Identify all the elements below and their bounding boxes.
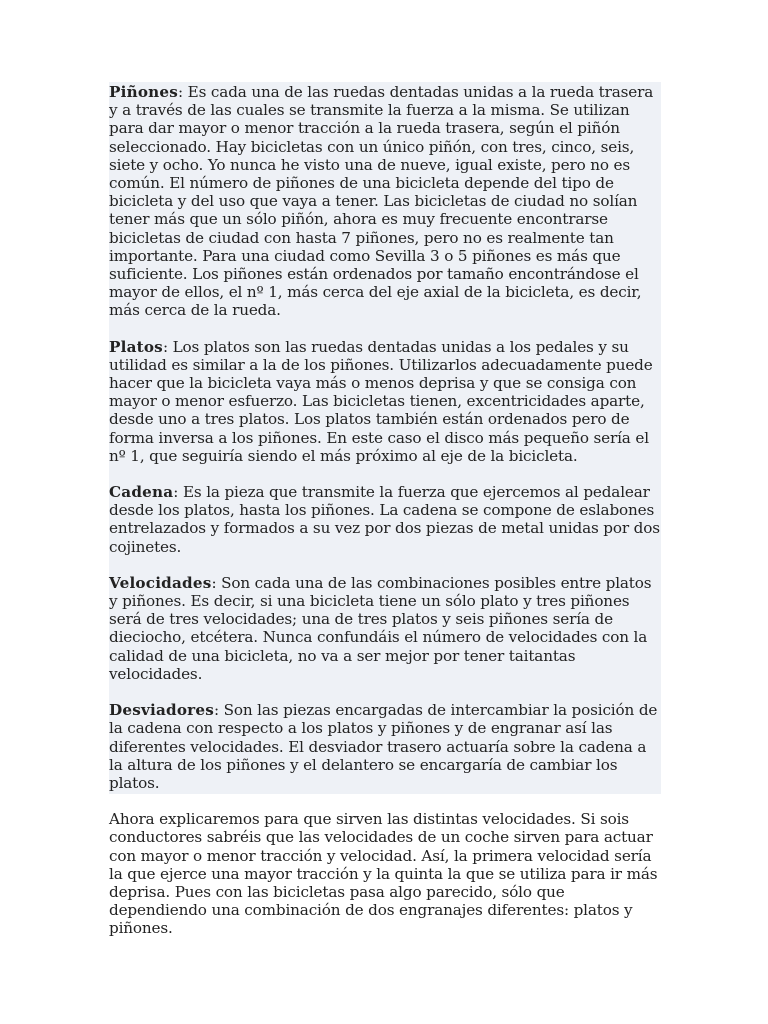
document-page	[109, 82, 661, 938]
definition-text-velocidades: : Son cada una de las combinaciones posibles entre platos y piñones. Es decir, si una bicicleta tiene un sólo plato y tres piñones será de tres velocidades; una de tres platos y seis piñones sería de dieciocho, etcétera. Nunca confundáis el número de velocidades con la calidad de una bicicleta, no va a ser mejor por tener taitantas velocidades.	[109, 573, 652, 683]
term-cadena: Cadena	[109, 483, 174, 502]
definition-text-platos: : Los platos son las ruedas dentadas unidas a los pedales y su utilidad es similar a la de los piñones. Utilizarlos adecuadamente puede hacer que la bicicleta vaya más o menos deprisa y que se consiga con mayor o menor esfuerzo. Las bicicletas tienen, excentricidades aparte, desde uno a tres platos. Los platos también están ordenados pero de forma inversa a los piñones. En este caso el disco más pequeño sería el nº 1, que seguiría siendo el más próximo al eje de la bicicleta.	[109, 337, 653, 465]
term-desviadores: Desviadores	[109, 701, 214, 720]
definition-paragraph-velocidades	[109, 574, 661, 683]
term-platos: Platos	[109, 337, 163, 356]
definitions-section	[109, 82, 661, 794]
definition-text-pinones: : Es cada una de las ruedas dentadas unidas a la rueda trasera y a través de las cuales se transmite la fuerza a la misma. Se utilizan para dar mayor o menor tracción a la rueda trasera, según el piñón seleccionado. Hay bicicletas con un único piñón, con tres, cinco, seis, siete y ocho. Yo nunca he visto una de nueve, igual existe, pero no es común. El número de piñones de una bicicleta depende del tipo de bicicleta y del uso que vaya a tener. Las bicicletas de ciudad no solían tener más que un sólo piñón, ahora es muy frecuente encontrarse bicicletas de ciudad con hasta 7 piñones, pero no es realmente tan importante. Para una ciudad como Sevilla 3 o 5 piñones es más que suficiente. Los piñones están ordenados por tamaño encontrándose el mayor de ellos, el nº 1, más cerca del eje axial de la bicicleta, es decir, más cerca de la rueda.	[109, 83, 654, 320]
term-pinones: Piñones	[109, 83, 179, 101]
definition-text-cadena: : Es la pieza que transmite la fuerza que ejercemos al pedalear desde los platos, hasta los piñones. La cadena se compone de eslabones entrelazados y formados a su vez por dos piezas de metal unidas por dos cojinetes.	[109, 483, 660, 556]
definition-text-desviadores: : Son las piezas encargadas de intercambiar la posición de la cadena con respecto a los platos y piñones y de engranar así las diferentes velocidades. El desviador trasero actuaría sobre la cadena a la altura de los piñones y el delantero se encargaría de cambiar los platos.	[109, 701, 658, 792]
definition-paragraph-platos	[109, 338, 661, 465]
definition-paragraph-desviadores	[109, 701, 661, 792]
term-velocidades: Velocidades	[109, 573, 212, 592]
definition-paragraph-pinones	[109, 83, 661, 320]
definition-paragraph-cadena	[109, 483, 661, 556]
closing-paragraph: Ahora explicaremos para que sirven las distintas velocidades. Si sois conductores sabréis que las velocidades de un coche sirven para actuar con mayor o menor tracción y velocidad. Así, la primera velocidad sería la que ejerce una mayor tracción y la quinta la que se utiliza para ir más deprisa. Pues con las bicicletas pasa algo parecido, sólo que dependiendo una combinación de dos engranajes diferentes: platos y piñones.	[109, 810, 658, 938]
